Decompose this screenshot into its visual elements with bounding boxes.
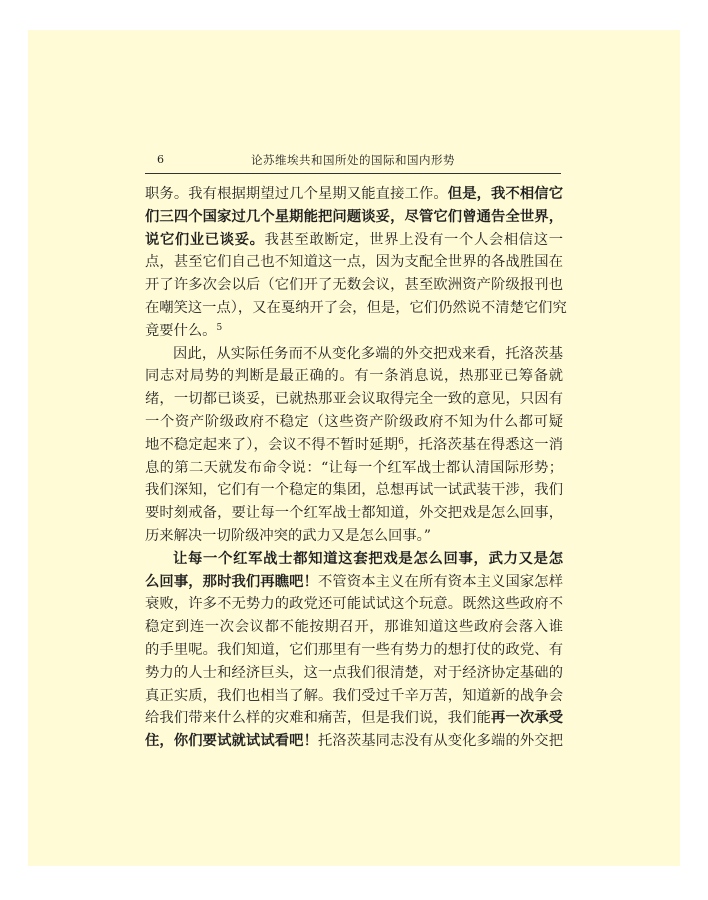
text-line [145, 251, 563, 274]
text-run: 同志对局势的判断是最正确的。有一条消息说，热那亚已筹备就 [145, 368, 563, 385]
text-run: 绪，一切都已谈妥，已就热那亚会议取得完全一致的意见，只因有 [145, 391, 563, 408]
text-run: 我们深知，它们有一个稳定的集团，总想再试一试武装干涉，我们 [145, 482, 563, 499]
text-line [145, 343, 563, 366]
text-run: 要时刻戒备，要让每一个红军战士都知道，外交把戏是怎么回事， [145, 505, 563, 522]
bold-text: 再一次承受 [491, 710, 563, 727]
text-run: 我甚至敢断定，世界上没有一个人会相信这一 [264, 231, 564, 248]
footnote-marker: 6 [398, 436, 404, 447]
text-run: 竟要什么。 [145, 322, 217, 339]
text-run: 因此，从实际任务而不从变化多端的外交把戏来看，托洛茨基 [173, 345, 563, 362]
text-line [145, 707, 563, 730]
text-line [145, 297, 567, 320]
text-line [145, 411, 563, 434]
text-line [145, 365, 563, 388]
body-text [145, 183, 567, 753]
text-run: 不管资本主义在所有资本主义国家怎样 [318, 573, 563, 590]
text-line [145, 457, 563, 480]
text-line [145, 274, 563, 297]
text-line [145, 502, 563, 525]
bold-text: 么回事，那时我们再瞧吧！ [145, 573, 319, 590]
text-run: 职务。我有根据期望过几个星期又能直接工作。 [145, 186, 448, 202]
text-run: 的手里呢。我们知道，它们那里有一些有势力的想打仗的政党、有 [145, 641, 563, 658]
text-line [145, 479, 563, 502]
text-run: 稳定到连一次会议都不能按期召开，那谁知道这些政府会落入谁 [145, 619, 563, 636]
text-run: 地不稳定起来了），会议不得不暂时延期 [145, 436, 399, 453]
text-line [145, 593, 563, 616]
text-run: 一个资产阶级政府不稳定（这些资产阶级政府不知为什么都可疑 [145, 413, 563, 430]
text-run: 点，甚至它们自己也不知道这一点，因为支配全世界的各战胜国在 [145, 254, 563, 271]
text-run: ，托洛茨基在得悉这一消 [403, 436, 563, 453]
bold-text: 住，你们要试就试试看吧！ [145, 733, 319, 750]
running-header [145, 149, 561, 174]
text-line [145, 685, 563, 708]
text-run: 在嘲笑这一点），又在戛纳开了会，但是，它们仍然说不清楚它们究 [145, 299, 567, 316]
text-line [145, 388, 563, 411]
text-line [145, 525, 563, 548]
text-line [145, 730, 563, 753]
text-run: 真正实质，我们也相当了解。我们受过千辛万苦，知道新的战争会 [145, 687, 563, 704]
text-line [145, 639, 563, 662]
text-line [145, 183, 563, 206]
text-line [145, 616, 563, 639]
text-run: 息的第二天就发布命令说：“让每一个红军战士都认清国际形势； [145, 459, 563, 476]
text-line [145, 229, 563, 252]
text-line [145, 662, 563, 685]
text-run: 势力的人士和经济巨头，这一点我们很清楚，对于经济协定基础的 [145, 664, 563, 681]
text-line [145, 434, 563, 457]
page-number: 6 [157, 153, 164, 166]
text-run: 开了许多次会以后（它们开了无数会议，甚至欧洲资产阶级报刊也 [145, 277, 563, 294]
text-line [145, 548, 563, 571]
text-run: 托洛茨基同志没有从变化多端的外交把 [318, 733, 563, 750]
text-run: 衰败，许多不无势力的政党还可能试试这个玩意。既然这些政府不 [145, 596, 563, 613]
text-run: 给我们带来什么样的灾难和痛苦，但是我们说，我们能 [145, 710, 492, 727]
text-line [145, 206, 563, 229]
header-title: 论苏维埃共和国所处的国际和国内形势 [251, 153, 455, 167]
text-line [145, 320, 563, 343]
text-run: 历来解决一切阶级冲突的武力又是怎么回事。” [145, 527, 432, 544]
footnote-marker: 5 [216, 322, 223, 333]
bold-text: 让每一个红军战士都知道这套把戏是怎么回事，武力又是怎 [173, 550, 563, 567]
bold-text: 们三四个国家过几个星期能把问题谈妥，尽管它们曾通告全世界， [145, 208, 563, 225]
bold-text: 但是，我不相信它 [447, 186, 564, 202]
text-line [145, 571, 563, 594]
bold-text: 说它们业已谈妥。 [145, 231, 265, 248]
